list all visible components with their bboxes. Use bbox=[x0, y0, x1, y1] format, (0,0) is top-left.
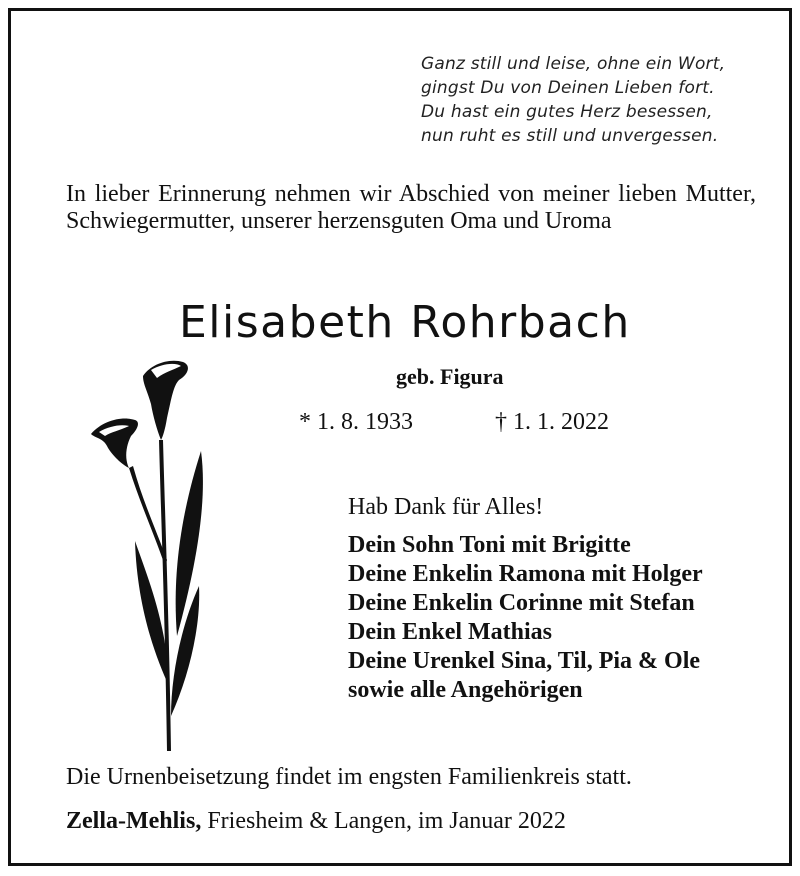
place-rest: Friesheim & Langen, im Januar 2022 bbox=[201, 808, 566, 834]
mourners-list bbox=[348, 531, 703, 705]
calla-lily-icon bbox=[81, 356, 221, 761]
obituary-notice bbox=[8, 8, 792, 866]
death-date: † 1. 1. 2022 bbox=[495, 409, 609, 435]
mourner-line: Deine Enkelin Ramona mit Holger bbox=[348, 561, 703, 587]
poem-line: Ganz still und leise, ohne ein Wort, bbox=[421, 54, 726, 74]
poem-line: nun ruht es still und unvergessen. bbox=[421, 126, 719, 146]
maiden-name: geb. Figura bbox=[396, 364, 504, 389]
mourner-line: Deine Enkelin Corinne mit Stefan bbox=[348, 590, 695, 616]
poem-line: gingst Du von Deinen Lieben fort. bbox=[421, 78, 715, 98]
mourner-line: sowie alle Angehörigen bbox=[348, 677, 583, 703]
birth-date: * 1. 8. 1933 bbox=[299, 409, 413, 435]
poem bbox=[421, 52, 771, 148]
thanks-line: Hab Dank für Alles! bbox=[348, 494, 544, 520]
deceased-name: Elisabeth Rohrbach bbox=[179, 297, 631, 348]
mourner-line: Dein Enkel Mathias bbox=[348, 619, 553, 645]
mourner-line: Deine Urenkel Sina, Til, Pia & Ole bbox=[348, 648, 701, 674]
poem-line: Du hast ein gutes Herz besessen, bbox=[421, 102, 713, 122]
burial-note: Die Urnenbeisetzung findet im engsten Familienkreis statt. bbox=[66, 764, 632, 790]
town-name: Zella-Mehlis, bbox=[66, 808, 202, 834]
intro-text: In lieber Erinnerung nehmen wir Abschied von meiner lieben Mutter, Schwiegermutter, unserer herzensguten Oma und Uroma bbox=[66, 181, 756, 234]
mourner-line: Dein Sohn Toni mit Brigitte bbox=[348, 532, 631, 558]
place-date-line bbox=[66, 808, 566, 835]
